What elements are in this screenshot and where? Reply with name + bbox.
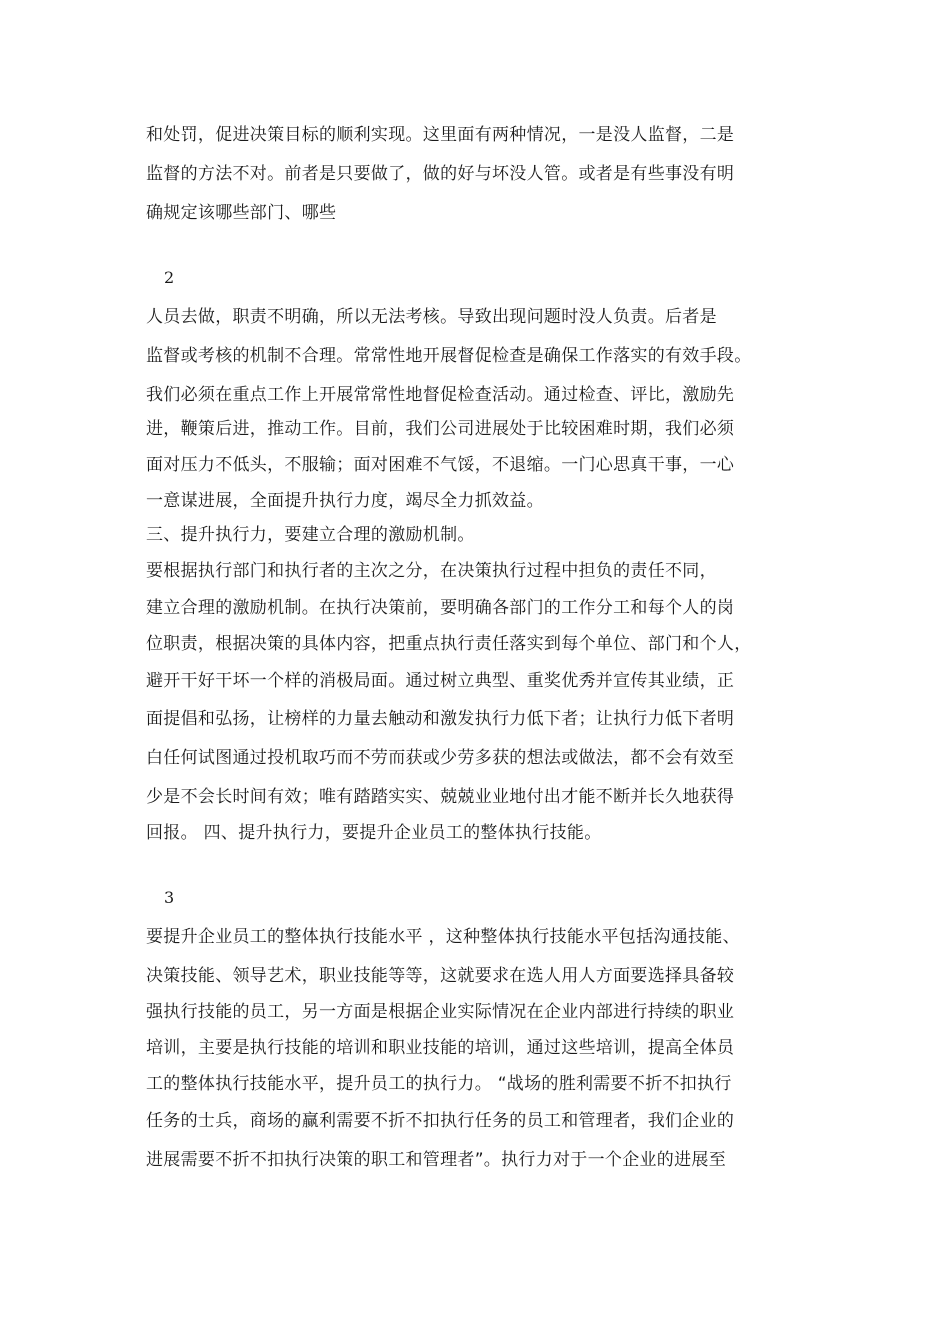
paragraph-line: 进展需要不折不扣执行决策的职工和管理者”。执行力对于一个企业的进展至	[146, 1150, 727, 1170]
paragraph-line: 进，鞭策后进，推动工作。目前，我们公司进展处于比较困难时期，我们必须	[146, 419, 735, 439]
paragraph-line: 面提倡和弘扬，让榜样的力量去触动和激发执行力低下者；让执行力低下者明	[146, 709, 735, 729]
paragraph-line: 避开干好干坏一个样的消极局面。通过树立典型、重奖优秀并宣传其业绩，正	[146, 671, 735, 691]
page-number: 3	[164, 888, 175, 907]
paragraph-line: 培训，主要是执行技能的培训和职业技能的培训，通过这些培训，提高全体员	[146, 1038, 735, 1058]
paragraph-line: 建立合理的激励机制。在执行决策前，要明确各部门的工作分工和每个人的岗	[146, 598, 735, 618]
paragraph-line: 少是不会长时间有效；唯有踏踏实实、兢兢业业地付出才能不断并长久地获得	[146, 787, 735, 807]
paragraph-line: 面对压力不低头，不服输；面对困难不气馁，不退缩。一门心思真干事，一心	[146, 455, 735, 475]
paragraph-line: 决策技能、领导艺术，职业技能等等，这就要求在选人用人方面要选择具备较	[146, 966, 735, 986]
paragraph-line: 白任何试图通过投机取巧而不劳而获或少劳多获的想法或做法，都不会有效至	[146, 748, 735, 768]
paragraph-line: 监督的方法不对。前者是只要做了，做的好与坏没人管。或者是有些事没有明	[146, 164, 735, 184]
paragraph-line: 回报。 四、提升执行力，要提升企业员工的整体执行技能。	[146, 823, 602, 843]
paragraph-line: 监督或考核的机制不合理。常常性地开展督促检查是确保工作落实的有效手段。	[146, 346, 752, 366]
paragraph-line: 一意谋进展，全面提升执行力度，竭尽全力抓效益。	[146, 491, 544, 511]
paragraph-line: 人员去做，职责不明确，所以无法考核。导致出现问题时没人负责。后者是	[146, 307, 717, 327]
paragraph-line: 任务的士兵，商场的赢利需要不折不扣执行任务的员工和管理者，我们企业的	[146, 1111, 735, 1131]
paragraph-line: 确规定该哪些部门、哪些	[146, 203, 337, 223]
paragraph-line: 工的整体执行技能水平，提升员工的执行力。 “战场的胜利需要不折不扣执行	[146, 1074, 732, 1094]
section-heading: 三、提升执行力，要建立合理的激励机制。	[146, 525, 475, 545]
paragraph-line: 要提升企业员工的整体执行技能水平 ，这种整体执行技能水平包括沟通技能、	[146, 927, 740, 947]
paragraph-line: 强执行技能的员工，另一方面是根据企业实际情况在企业内部进行持续的职业	[146, 1002, 735, 1022]
page-number: 2	[164, 268, 175, 287]
paragraph-line: 和处罚，促进决策目标的顺利实现。这里面有两种情况，一是没人监督，二是	[146, 125, 735, 145]
paragraph-line: 要根据执行部门和执行者的主次之分，在决策执行过程中担负的责任不同，	[146, 561, 717, 581]
paragraph-line: 我们必须在重点工作上开展常常性地督促检查活动。通过检查、评比，激励先	[146, 385, 735, 405]
paragraph-line: 位职责，根据决策的具体内容，把重点执行责任落实到每个单位、部门和个人，	[146, 634, 752, 654]
